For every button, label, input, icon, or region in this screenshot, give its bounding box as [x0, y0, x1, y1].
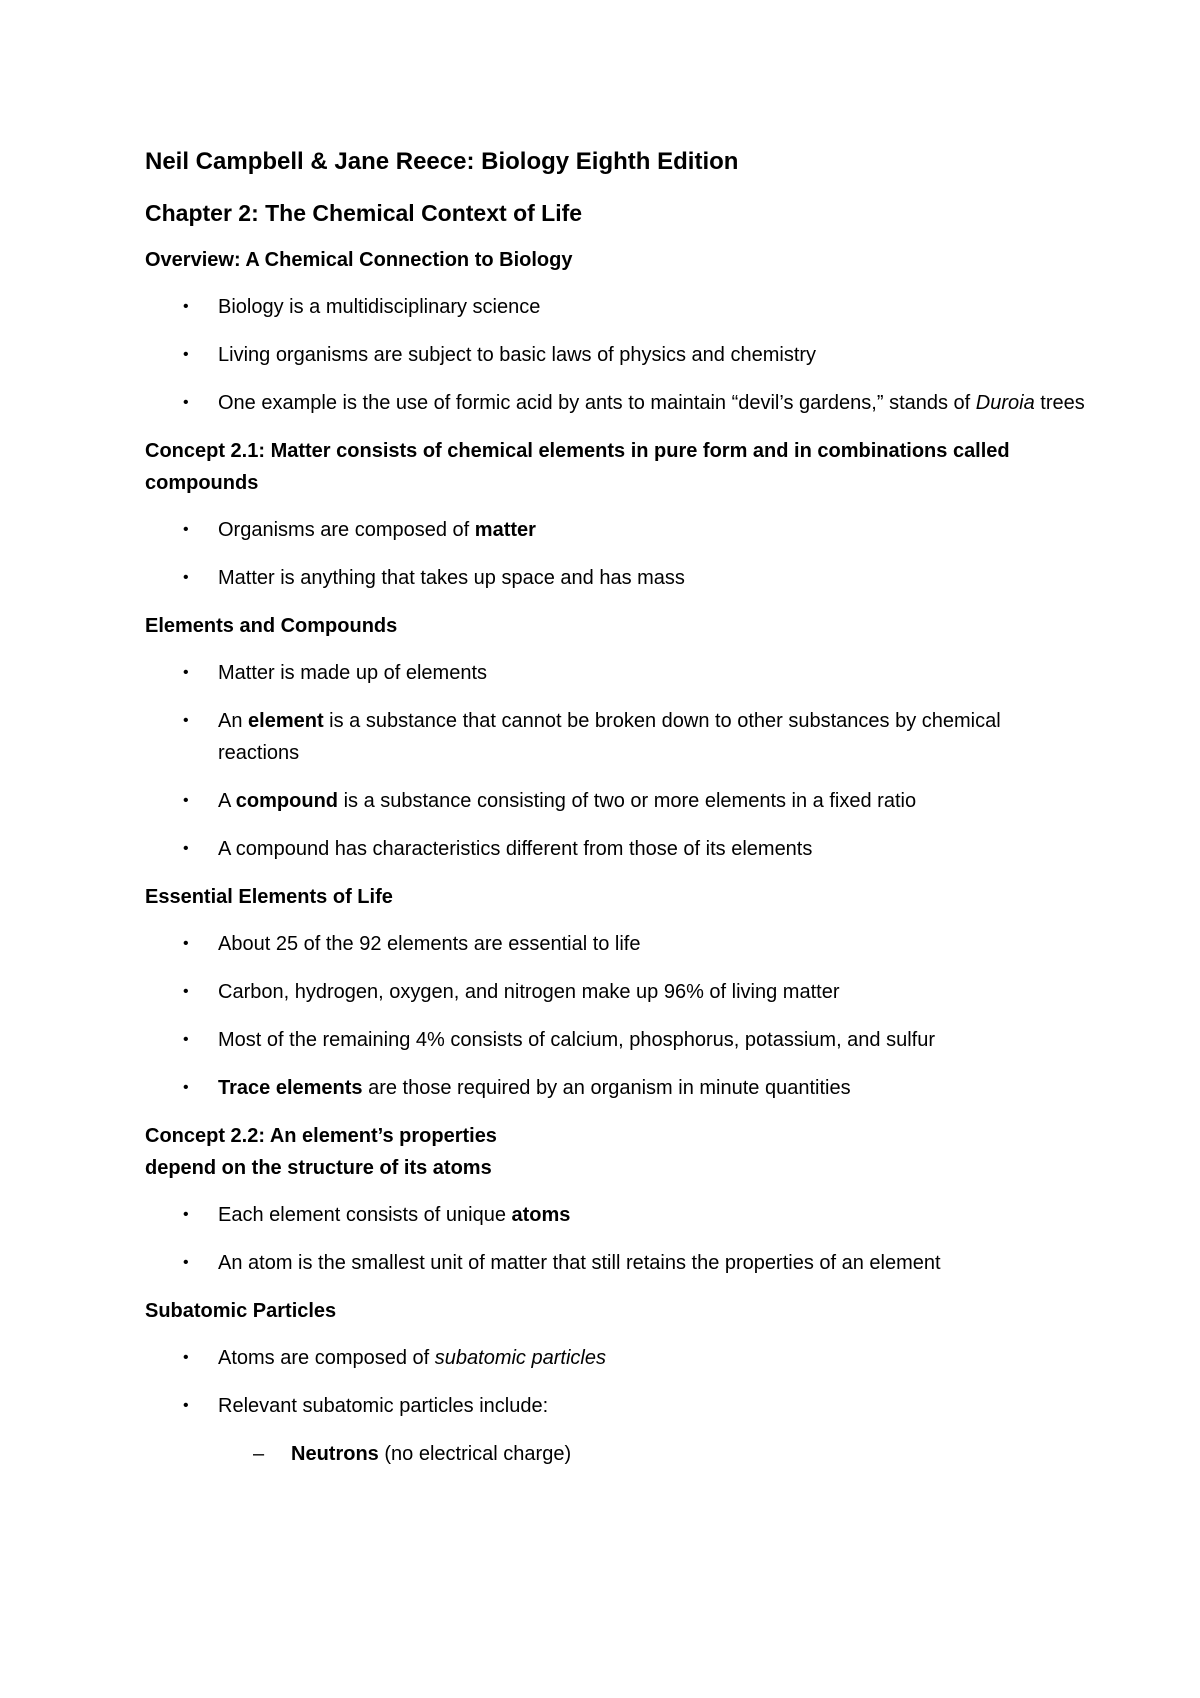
document-content: [145, 146, 1085, 1486]
subatomic-sublist: [145, 1438, 1085, 1470]
list-item: [145, 1390, 1085, 1422]
dash-icon: –: [253, 1443, 265, 1465]
key-term: matter: [474, 519, 536, 541]
list-item: [145, 976, 1085, 1008]
list-item-text: Each element consists of unique: [218, 1204, 512, 1226]
list-item-text: Biology is a multidisciplinary science: [218, 296, 541, 318]
list-item: [145, 1247, 1085, 1279]
list-item: [145, 387, 1085, 419]
section-heading-concept-2-2: [145, 1120, 1085, 1184]
section-heading-subatomic: Subatomic Particles: [145, 1300, 337, 1322]
section-heading-essential-elements: Essential Elements of Life: [145, 886, 393, 908]
list-item: [145, 657, 1085, 689]
list-item-text: An atom is the smallest unit of matter that still retains the properties of an element: [218, 1252, 941, 1274]
sub-list-item: [145, 1438, 1085, 1470]
overview-list: [145, 291, 1085, 419]
list-item-text: (no electrical charge): [378, 1443, 572, 1465]
key-term: atoms: [511, 1204, 571, 1226]
list-item-text: trees: [1034, 392, 1085, 414]
list-item-text: Living organisms are subject to basic laws of physics and chemistry: [218, 344, 817, 366]
subatomic-list: [145, 1342, 1085, 1422]
list-item: [145, 833, 1085, 865]
list-item-text: is a substance consisting of two or more elements in a fixed ratio: [338, 790, 917, 812]
concept-2-1-list: [145, 514, 1085, 594]
list-item-text: is a substance that cannot be broken down to other substances by chemical reactions: [218, 710, 1001, 764]
list-item-text: Most of the remaining 4% consists of calcium, phosphorus, potassium, and sulfur: [218, 1029, 936, 1051]
list-item: [145, 928, 1085, 960]
species-name: Duroia: [975, 392, 1035, 414]
bullet-icon: •: [183, 1206, 189, 1223]
heading-line: Concept 2.2: An element’s properties: [145, 1125, 497, 1147]
document-title: Neil Campbell & Jane Reece: Biology Eighth Edition: [145, 148, 739, 175]
essential-elements-list: [145, 928, 1085, 1104]
heading-line: depend on the structure of its atoms: [145, 1157, 492, 1179]
key-term: Neutrons: [291, 1443, 379, 1465]
bullet-icon: •: [183, 521, 189, 538]
bullet-icon: •: [183, 346, 189, 363]
list-item-text: About 25 of the 92 elements are essential to life: [218, 933, 641, 955]
bullet-icon: •: [183, 569, 189, 586]
list-item: [145, 705, 1085, 769]
list-item: [145, 1072, 1085, 1104]
list-item-text: are those required by an organism in minute quantities: [362, 1077, 851, 1099]
section-heading-overview: Overview: A Chemical Connection to Biology: [145, 249, 573, 271]
bullet-icon: •: [183, 394, 189, 411]
bullet-icon: •: [183, 792, 189, 809]
bullet-icon: •: [183, 298, 189, 315]
bullet-icon: •: [183, 1079, 189, 1096]
bullet-icon: •: [183, 1397, 189, 1414]
elements-compounds-list: [145, 657, 1085, 865]
bullet-icon: •: [183, 1254, 189, 1271]
list-item: [145, 291, 1085, 323]
list-item-text: Matter is made up of elements: [218, 662, 488, 684]
list-item: [145, 562, 1085, 594]
list-item-text: A: [218, 790, 236, 812]
italic-term: subatomic particles: [434, 1347, 606, 1369]
list-item: [145, 514, 1085, 546]
list-item: [145, 1342, 1085, 1374]
bullet-icon: •: [183, 935, 189, 952]
bullet-icon: •: [183, 1349, 189, 1366]
section-heading-elements-compounds: Elements and Compounds: [145, 615, 398, 637]
section-heading-concept-2-1: Concept 2.1: Matter consists of chemical elements in pure form and in combinations called compounds: [145, 440, 1010, 494]
list-item-text: One example is the use of formic acid by ants to maintain “devil’s gardens,” stands of: [218, 392, 976, 414]
key-term: element: [248, 710, 324, 732]
list-item: [145, 1024, 1085, 1056]
concept-2-2-list: [145, 1199, 1085, 1279]
list-item-text: A compound has characteristics different from those of its elements: [218, 838, 813, 860]
bullet-icon: •: [183, 664, 189, 681]
list-item-text: Relevant subatomic particles include:: [218, 1395, 549, 1417]
chapter-heading: Chapter 2: The Chemical Context of Life: [145, 200, 583, 226]
bullet-icon: •: [183, 1031, 189, 1048]
list-item-text: An: [218, 710, 249, 732]
list-item: [145, 339, 1085, 371]
list-item: [145, 1199, 1085, 1231]
list-item: [145, 785, 1085, 817]
key-term: Trace elements: [218, 1077, 363, 1099]
bullet-icon: •: [183, 840, 189, 857]
list-item-text: Atoms are composed of: [218, 1347, 435, 1369]
bullet-icon: •: [183, 712, 189, 729]
key-term: compound: [235, 790, 339, 812]
bullet-icon: •: [183, 983, 189, 1000]
list-item-text: Organisms are composed of: [218, 519, 475, 541]
list-item-text: Matter is anything that takes up space and has mass: [218, 567, 685, 589]
list-item-text: Carbon, hydrogen, oxygen, and nitrogen make up 96% of living matter: [218, 981, 840, 1003]
